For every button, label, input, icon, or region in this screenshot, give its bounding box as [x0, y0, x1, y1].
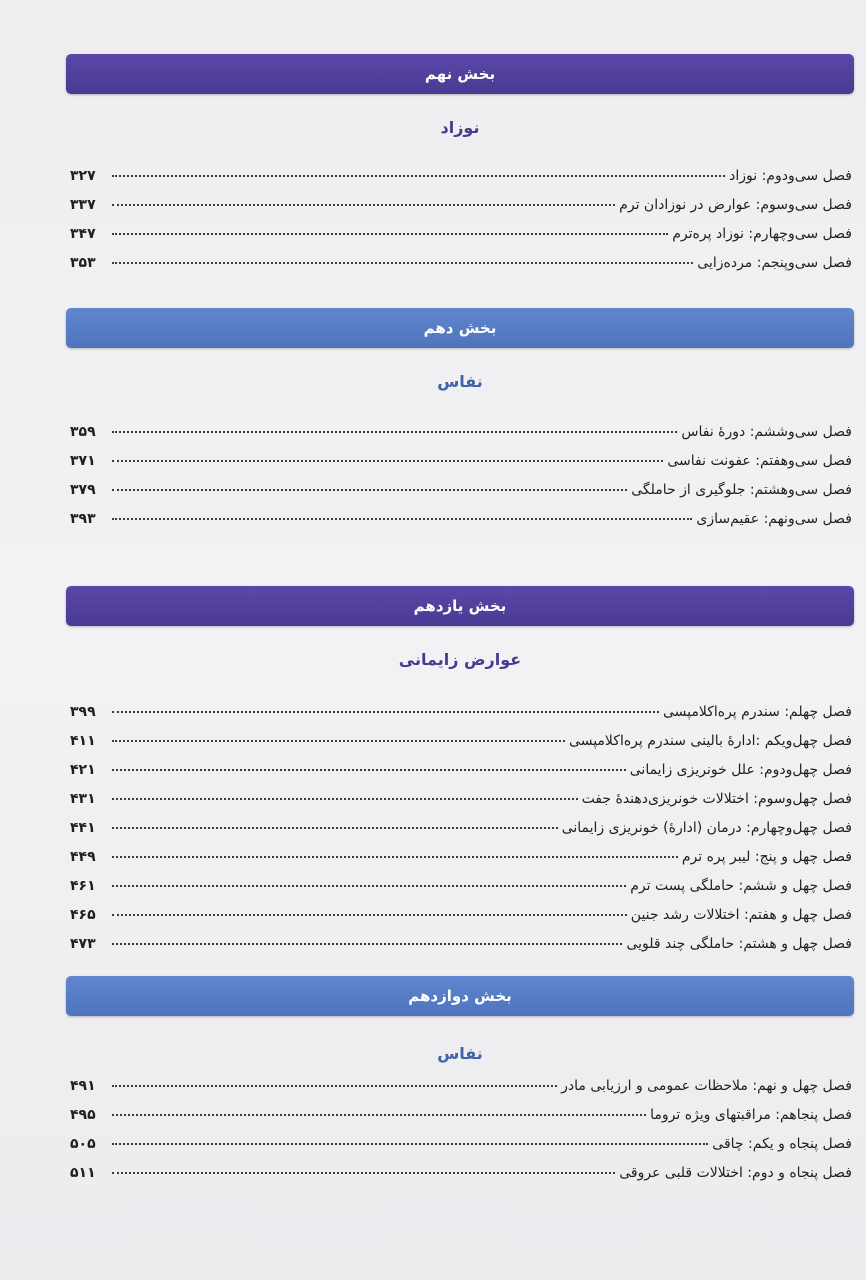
page-number: ۴۷۳ [70, 936, 96, 952]
toc-entry[interactable]: فصل سی‌وهفتم: عفونت نفاسی ۳۷۱ [70, 453, 852, 469]
section-subtitle-11: عوارض زایمانی [398, 650, 522, 669]
dot-leader [112, 518, 692, 520]
toc-entry[interactable]: فصل چهل‌وسوم: اختلالات خونریزی‌دهندهٔ جفت ۴۳۱ [70, 791, 852, 807]
dot-leader [112, 769, 626, 771]
toc-entry[interactable]: فصل سی‌وسوم: عوارض در نوزادان ترم ۳۳۷ [70, 197, 852, 213]
toc-entry[interactable]: فصل چهل‌ویکم :ادارهٔ بالینی سندرم پره‌اکلامپسی ۴۱۱ [70, 733, 852, 749]
toc-entry[interactable]: فصل چهل‌ودوم: علل خونریزی زایمانی ۴۲۱ [70, 762, 852, 778]
toc-entry[interactable]: فصل سی‌وچهارم: نوزاد پره‌ترم ۳۴۷ [70, 226, 852, 242]
section-banner-11 [66, 586, 854, 626]
dot-leader [112, 175, 725, 177]
page-number: ۵۰۵ [70, 1136, 96, 1152]
section-subtitle-9: نوزاد [440, 118, 480, 137]
toc-list-section-12 [70, 1078, 852, 1194]
page-number: ۳۵۳ [70, 255, 96, 271]
toc-entry[interactable]: فصل چهل‌وچهارم: درمان (ادارهٔ) خونریزی زایمانی ۴۴۱ [70, 820, 852, 836]
page-number: ۳۴۷ [70, 226, 96, 242]
toc-entry[interactable]: فصل سی‌ودوم: نوزاد ۳۲۷ [70, 168, 852, 184]
page-number: ۳۹۹ [70, 704, 96, 720]
dot-leader [112, 798, 578, 800]
page-number: ۳۲۷ [70, 168, 96, 184]
section-banner-12 [66, 976, 854, 1016]
page-number: ۳۷۹ [70, 482, 96, 498]
dot-leader [112, 204, 615, 206]
toc-entry[interactable]: فصل سی‌ونهم: عقیم‌سازی ۳۹۳ [70, 511, 852, 527]
dot-leader [112, 489, 627, 491]
section-banner-10 [66, 308, 854, 348]
toc-entry[interactable]: فصل چهلم: سندرم پره‌اکلامپسی ۳۹۹ [70, 704, 852, 720]
section-subtitle-10: نفاس [437, 372, 483, 391]
page-number: ۴۶۵ [70, 907, 96, 923]
toc-list-section-11 [70, 704, 852, 965]
toc-list-section-10 [70, 424, 852, 540]
page-number: ۴۲۱ [70, 762, 96, 778]
dot-leader [112, 460, 663, 462]
page-number: ۴۴۱ [70, 820, 96, 836]
dot-leader [112, 856, 678, 858]
page-number: ۴۹۱ [70, 1078, 96, 1094]
section-banner-label: بخش دوازدهم [408, 987, 512, 1005]
toc-entry[interactable]: فصل پنجاهم: مراقبتهای ویژه تروما ۴۹۵ [70, 1107, 852, 1123]
toc-entry[interactable]: فصل پنجاه و یکم: چاقی ۵۰۵ [70, 1136, 852, 1152]
page-number: ۳۷۱ [70, 453, 96, 469]
toc-entry[interactable]: فصل چهل و ششم: حاملگی پست ترم ۴۶۱ [70, 878, 852, 894]
section-banner-label: بخش یازدهم [413, 597, 507, 615]
section-banner-9 [66, 54, 854, 94]
dot-leader [112, 1143, 708, 1145]
page-number: ۴۹۵ [70, 1107, 96, 1123]
toc-entry[interactable]: فصل چهل و هشتم: حاملگی چند قلویی ۴۷۳ [70, 936, 852, 952]
dot-leader [112, 262, 693, 264]
toc-entry[interactable]: فصل پنجاه و دوم: اختلالات قلبی عروقی ۵۱۱ [70, 1165, 852, 1181]
dot-leader [112, 740, 565, 742]
page-number: ۳۵۹ [70, 424, 96, 440]
dot-leader [112, 914, 627, 916]
toc-entry[interactable]: فصل چهل و پنج: لیبر پره ترم ۴۴۹ [70, 849, 852, 865]
page-number: ۳۳۷ [70, 197, 96, 213]
toc-entry[interactable]: فصل چهل و هفتم: اختلالات رشد جنین ۴۶۵ [70, 907, 852, 923]
toc-list-section-9 [70, 168, 852, 284]
dot-leader [112, 827, 558, 829]
toc-entry[interactable]: فصل سی‌وهشتم: جلوگیری از حاملگی ۳۷۹ [70, 482, 852, 498]
toc-entry[interactable]: فصل سی‌وششم: دورهٔ نفاس ۳۵۹ [70, 424, 852, 440]
page-number: ۴۱۱ [70, 733, 96, 749]
section-banner-label: بخش دهم [423, 319, 497, 337]
dot-leader [112, 1114, 646, 1116]
dot-leader [112, 1172, 615, 1174]
page-number: ۳۹۳ [70, 511, 96, 527]
toc-entry[interactable]: فصل سی‌وپنجم: مرده‌زایی ۳۵۳ [70, 255, 852, 271]
section-subtitle-12: نفاس [437, 1044, 483, 1063]
dot-leader [112, 233, 668, 235]
section-banner-label: بخش نهم [424, 65, 496, 83]
page-number: ۴۶۱ [70, 878, 96, 894]
dot-leader [112, 431, 677, 433]
page-number: ۵۱۱ [70, 1165, 96, 1181]
page-number: ۴۳۱ [70, 791, 96, 807]
dot-leader [112, 943, 622, 945]
page-number: ۴۴۹ [70, 849, 96, 865]
dot-leader [112, 711, 659, 713]
dot-leader [112, 1085, 557, 1087]
toc-entry[interactable]: فصل چهل و نهم: ملاحظات عمومی و ارزیابی مادر ۴۹۱ [70, 1078, 852, 1094]
dot-leader [112, 885, 626, 887]
